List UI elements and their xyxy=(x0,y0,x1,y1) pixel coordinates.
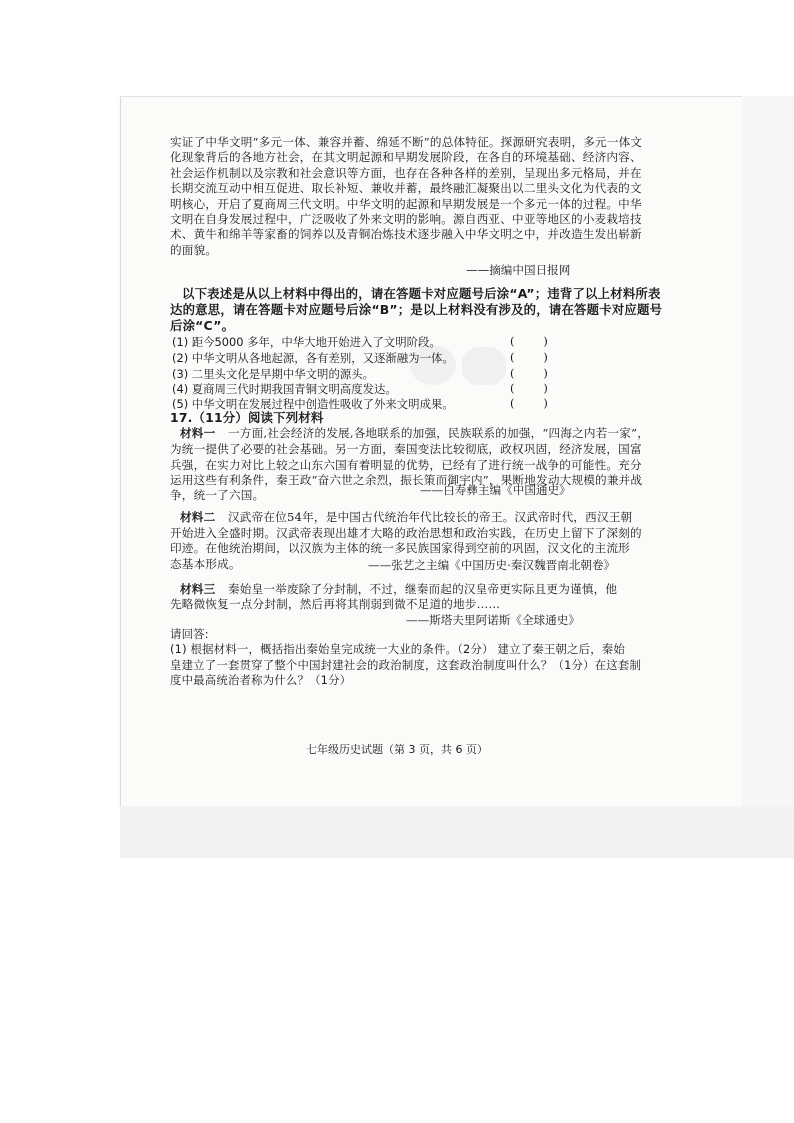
material-line: 一方面,社会经济的发展,各地联系的加强，民族联系的加强，“四海之内若一家”， xyxy=(228,426,650,440)
page-shadow xyxy=(120,806,794,858)
answer-bracket[interactable]: ( ) xyxy=(510,366,548,380)
instruction-line: 后涂“C”。 xyxy=(170,318,235,333)
question-17-header: 17.（11分）阅读下列材料 xyxy=(170,410,324,425)
page-edge xyxy=(742,96,794,806)
sub-question-line: 皇建立了一套贯穿了整个中国封建社会的政治制度，这套政治制度叫什么？（1分）在这套制 xyxy=(170,658,642,672)
material-line: 争，统一了六国。 xyxy=(170,488,265,502)
material-line: 印迹。在他统治期间，以汉族为主体的统一多民族国家得到空前的巩固，汉文化的主流形 xyxy=(170,541,630,555)
instruction-line: 达的意思，请在答题卡对应题号后涂“B”；是以上材料没有涉及的，请在答题卡对应题号 xyxy=(170,302,663,317)
statement-1: (1) 距今5000 多年，中华大地开始进入了文明阶段。 xyxy=(172,335,441,349)
sub-question-line: (1) 根据材料一，概括指出秦始皇完成统一大业的条件。（2分） 建立了秦王朝之后，秦始 xyxy=(170,642,625,656)
material-line: 运用这些有利条件，秦王政“奋六世之余烈，振长策而御宇内”，果断地发动大规模的兼并战 xyxy=(170,473,643,487)
statement-3: (3) 二里头文化是早期中华文明的源头。 xyxy=(172,367,375,381)
page-footer: 七年级历史试题（第 3 页，共 6 页） xyxy=(306,743,488,756)
answer-bracket[interactable]: ( ) xyxy=(510,334,548,348)
instruction-line: 以下表述是从以上材料中得出的，请在答题卡对应题号后涂“A”；违背了以上材料所表 xyxy=(182,286,661,301)
material-label: 材料二 xyxy=(180,510,216,524)
bleed-through-mark xyxy=(462,347,506,385)
answer-bracket[interactable]: ( ) xyxy=(510,381,548,395)
material-source: ——张艺之主编《中国历史·秦汉魏晋南北朝卷》 xyxy=(368,558,616,572)
ask-label: 请回答: xyxy=(170,627,209,641)
passage-line: 社会运作机制以及宗教和社会意识等方面，也存在各种各样的差别，呈现出多元格局，并在 xyxy=(170,166,642,180)
material-line: 态基本形成。 xyxy=(170,557,241,571)
answer-bracket[interactable]: ( ) xyxy=(510,396,548,410)
statement-2: (2) 中华文明从各地起源，各有差别，又逐渐融为一体。 xyxy=(172,351,454,365)
sub-question-line: 度中最高统治者称为什么？（1分） xyxy=(170,673,352,687)
passage-line: 的面貌。 xyxy=(170,243,218,257)
material-line: 为统一提供了必要的社会基础。另一方面，秦国变法比较彻底，政权巩固，经济发展，国富 xyxy=(170,442,642,456)
material-line: 汉武帝在位54年，是中国古代统治年代比较长的帝王。汉武帝时代，西汉王朝 xyxy=(228,510,633,524)
passage-source: ——摘编中国日报网 xyxy=(466,263,571,277)
material-source: ——斯塔夫里阿诺斯《全球通史》 xyxy=(406,613,580,627)
passage-line: 明核心，开启了夏商周三代文明。中华文明的起源和早期发展是一个多元一体的过程。中华 xyxy=(170,197,642,211)
passage-line: 化现象背后的各地方社会，在其文明起源和早期发展阶段，在各自的环境基础、经济内容、 xyxy=(170,150,642,164)
statement-4: (4) 夏商周三代时期我国青铜文明高度发达。 xyxy=(172,382,397,396)
passage-line: 实证了中华文明“多元一体、兼容并蓄、绵延不断”的总体特征。探源研究表明，多元一体文 xyxy=(170,135,643,149)
material-source: ——白寿彝主编《中国通史》 xyxy=(420,483,571,497)
material-line: 先略微恢复一点分封制，然后再将其削弱到微不足道的地步…… xyxy=(170,597,501,611)
material-line: 秦始皇一举废除了分封制，不过，继秦而起的汉皇帝更实际且更为谨慎，他 xyxy=(228,582,618,596)
material-line: 兵强，在实力对比上较之山东六国有着明显的优势，已经有了进行统一战争的可能性。充分 xyxy=(170,458,642,472)
material-label: 材料一 xyxy=(180,426,216,440)
answer-bracket[interactable]: ( ) xyxy=(510,350,548,364)
passage-line: 术、黄牛和绵羊等家畜的饲养以及青铜冶炼技术逐步融入中华文明之中，并改造生发出崭新 xyxy=(170,227,642,241)
material-label: 材料三 xyxy=(180,582,216,596)
passage-line: 文明在自身发展过程中，广泛吸收了外来文明的影响。源自西亚、中亚等地区的小麦栽培技 xyxy=(170,212,642,226)
material-line: 开始进入全盛时期。汉武帝表现出雄才大略的政治思想和政治实践，在历史上留下了深刻的 xyxy=(170,526,642,540)
statement-5: (5) 中华文明在发展过程中创造性吸收了外来文明成果。 xyxy=(172,397,454,411)
passage-line: 长期交流互动中相互促进、取长补短、兼收并蓄，最终融汇凝聚出以二里头文化为代表的文 xyxy=(170,181,642,195)
